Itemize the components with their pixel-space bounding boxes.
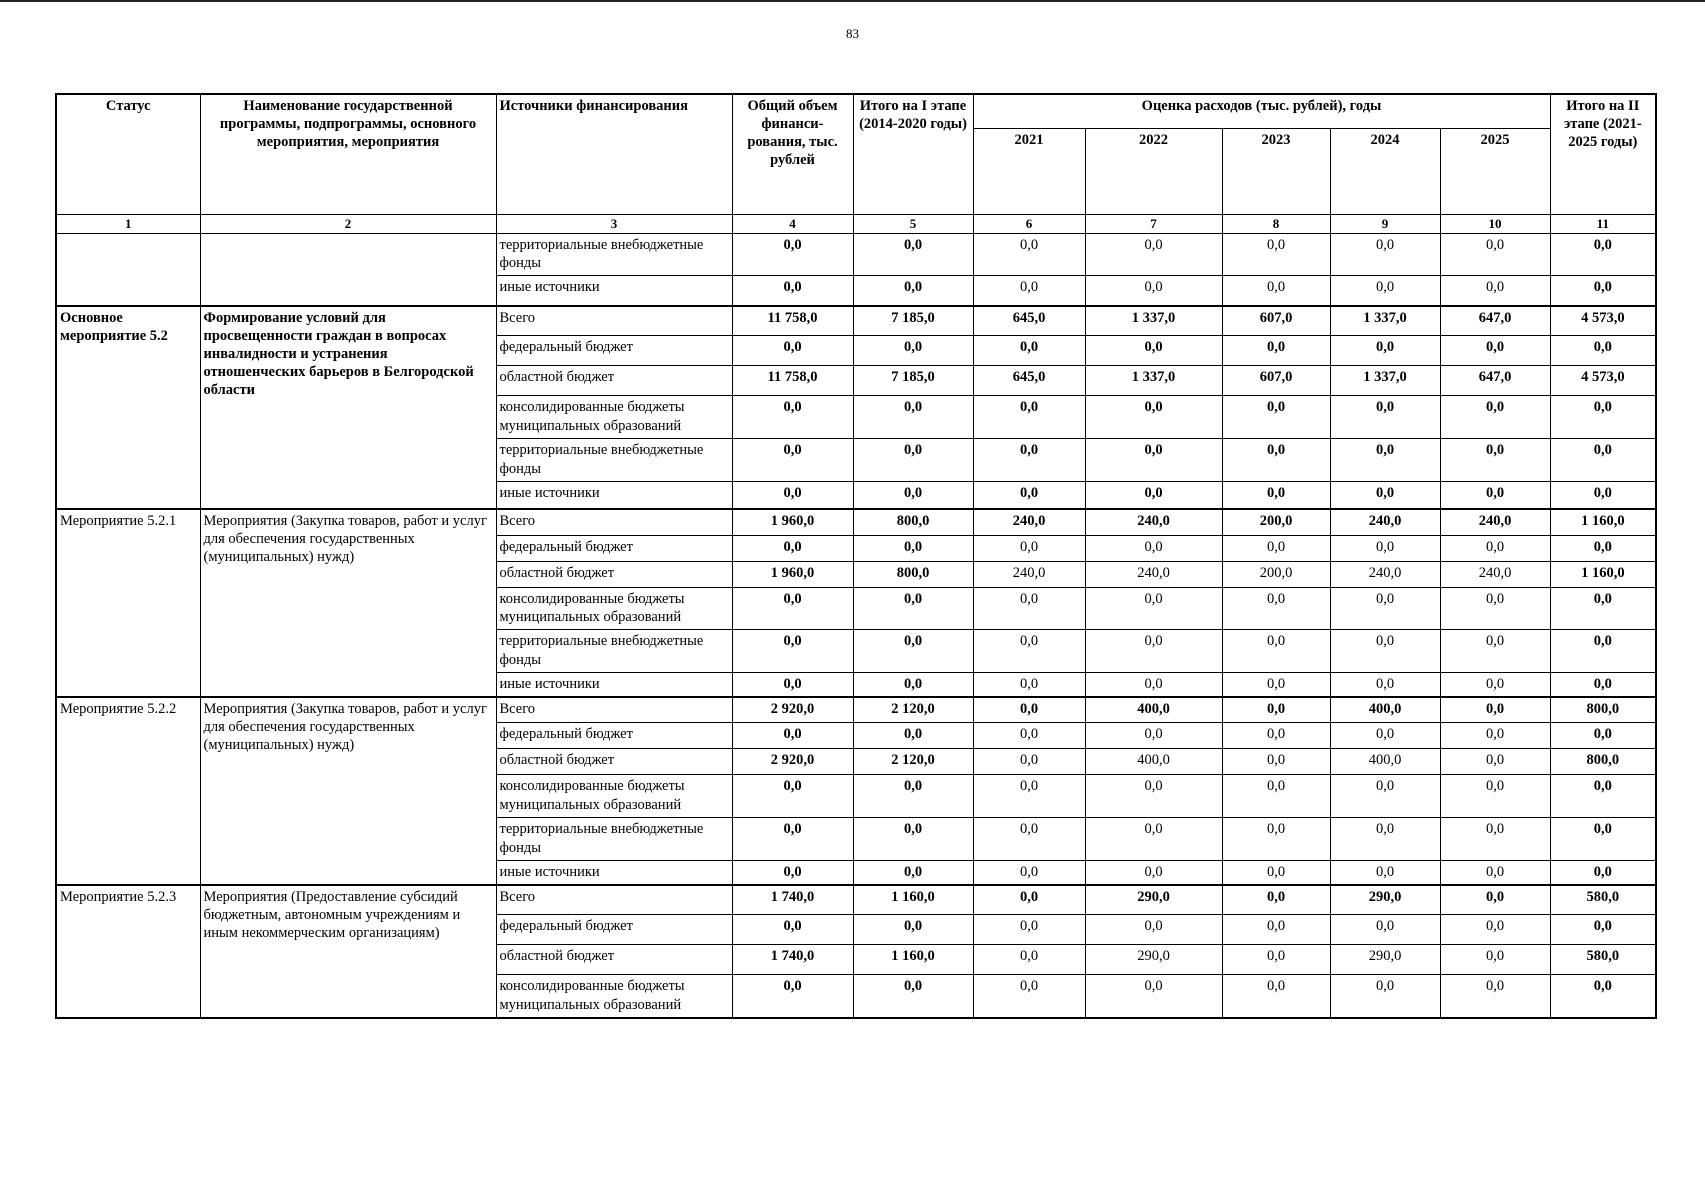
year-value-cell: 200,0 xyxy=(1222,509,1330,535)
year-value-cell: 0,0 xyxy=(973,915,1085,945)
year-value-cell: 0,0 xyxy=(973,885,1085,915)
table-row xyxy=(56,233,1656,276)
year-value-cell: 400,0 xyxy=(1085,697,1222,723)
col-number: 7 xyxy=(1085,214,1222,233)
year-value-cell: 0,0 xyxy=(1330,438,1440,481)
year-value-cell: 0,0 xyxy=(1440,860,1550,884)
stage2-cell: 0,0 xyxy=(1550,481,1656,509)
total-cell: 0,0 xyxy=(732,723,853,749)
year-value-cell: 645,0 xyxy=(973,366,1085,396)
year-value-cell: 607,0 xyxy=(1222,366,1330,396)
year-value-cell: 290,0 xyxy=(1085,885,1222,915)
stage2-cell: 0,0 xyxy=(1550,630,1656,673)
header-name: Наименование государственной программы, подпрограммы, основного мероприятия, мероприятия xyxy=(200,94,496,214)
year-value-cell: 0,0 xyxy=(1085,630,1222,673)
stage1-cell: 0,0 xyxy=(853,915,973,945)
year-value-cell: 0,0 xyxy=(1440,697,1550,723)
table-header xyxy=(56,94,1656,233)
col-number: 11 xyxy=(1550,214,1656,233)
source-cell: федеральный бюджет xyxy=(496,915,732,945)
header-stage1: Итого на I этапе (2014-2020 годы) xyxy=(853,94,973,214)
stage2-cell: 0,0 xyxy=(1550,438,1656,481)
year-value-cell: 0,0 xyxy=(1440,535,1550,561)
year-value-cell: 0,0 xyxy=(973,276,1085,306)
year-value-cell: 0,0 xyxy=(1085,672,1222,696)
col-number: 9 xyxy=(1330,214,1440,233)
year-value-cell: 0,0 xyxy=(973,975,1085,1018)
program-name-cell: Мероприятия (Закупка товаров, работ и услуг для обеспечения государственных (муниципальных) нужд) xyxy=(200,697,496,885)
year-value-cell: 0,0 xyxy=(1330,817,1440,860)
status-cell: Мероприятие 5.2.2 xyxy=(56,697,200,885)
total-cell: 1 740,0 xyxy=(732,885,853,915)
year-value-cell: 400,0 xyxy=(1330,749,1440,775)
year-value-cell: 0,0 xyxy=(1222,817,1330,860)
year-value-cell: 240,0 xyxy=(1330,509,1440,535)
year-value-cell: 647,0 xyxy=(1440,366,1550,396)
col-number: 5 xyxy=(853,214,973,233)
total-cell: 1 960,0 xyxy=(732,561,853,587)
header-year: 2022 xyxy=(1085,128,1222,214)
year-value-cell: 0,0 xyxy=(973,749,1085,775)
total-cell: 1 740,0 xyxy=(732,945,853,975)
status-cell xyxy=(56,233,200,306)
stage2-cell: 0,0 xyxy=(1550,587,1656,630)
year-value-cell: 0,0 xyxy=(1440,672,1550,696)
year-value-cell: 0,0 xyxy=(973,535,1085,561)
stage1-cell: 0,0 xyxy=(853,817,973,860)
status-cell: Мероприятие 5.2.1 xyxy=(56,509,200,697)
stage2-cell: 0,0 xyxy=(1550,396,1656,439)
year-value-cell: 0,0 xyxy=(1330,396,1440,439)
top-rule xyxy=(0,0,1705,2)
total-cell: 0,0 xyxy=(732,860,853,884)
stage2-cell: 4 573,0 xyxy=(1550,366,1656,396)
header-sources: Источники финансирования xyxy=(496,94,732,214)
total-cell: 2 920,0 xyxy=(732,697,853,723)
year-value-cell: 0,0 xyxy=(1085,817,1222,860)
status-cell: Основное мероприятие 5.2 xyxy=(56,306,200,509)
year-value-cell: 0,0 xyxy=(1222,697,1330,723)
source-cell: областной бюджет xyxy=(496,945,732,975)
header-estimate: Оценка расходов (тыс. рублей), годы xyxy=(973,94,1550,128)
year-value-cell: 0,0 xyxy=(973,817,1085,860)
stage1-cell: 2 120,0 xyxy=(853,697,973,723)
year-value-cell: 0,0 xyxy=(1330,336,1440,366)
year-value-cell: 0,0 xyxy=(1330,233,1440,276)
year-value-cell: 0,0 xyxy=(1440,630,1550,673)
year-value-cell: 0,0 xyxy=(1222,915,1330,945)
stage1-cell: 0,0 xyxy=(853,775,973,818)
status-cell: Мероприятие 5.2.3 xyxy=(56,885,200,1018)
program-name-cell: Мероприятия (Закупка товаров, работ и услуг для обеспечения государственных (муниципальных) нужд) xyxy=(200,509,496,697)
source-cell: иные источники xyxy=(496,860,732,884)
stage1-cell: 0,0 xyxy=(853,860,973,884)
source-cell: Всего xyxy=(496,509,732,535)
year-value-cell: 290,0 xyxy=(1085,945,1222,975)
total-cell: 0,0 xyxy=(732,817,853,860)
stage2-cell: 580,0 xyxy=(1550,945,1656,975)
year-value-cell: 0,0 xyxy=(1330,276,1440,306)
stage1-cell: 800,0 xyxy=(853,509,973,535)
stage1-cell: 2 120,0 xyxy=(853,749,973,775)
header-total: Общий объем финанси-рования, тыс. рублей xyxy=(732,94,853,214)
year-value-cell: 0,0 xyxy=(1085,396,1222,439)
year-value-cell: 240,0 xyxy=(1085,561,1222,587)
year-value-cell: 400,0 xyxy=(1330,697,1440,723)
year-value-cell: 0,0 xyxy=(1440,723,1550,749)
program-name-cell: Мероприятия (Предоставление субсидий бюджетным, автономным учреждениям и иным некоммерческим организациям) xyxy=(200,885,496,1018)
header-status: Статус xyxy=(56,94,200,214)
total-cell: 0,0 xyxy=(732,630,853,673)
table-body xyxy=(56,233,1656,1018)
year-value-cell: 645,0 xyxy=(973,306,1085,336)
year-value-cell: 240,0 xyxy=(1440,561,1550,587)
year-value-cell: 0,0 xyxy=(1222,672,1330,696)
stage1-cell: 0,0 xyxy=(853,535,973,561)
year-value-cell: 0,0 xyxy=(1330,723,1440,749)
source-cell: иные источники xyxy=(496,276,732,306)
table-row xyxy=(56,306,1656,336)
year-value-cell: 400,0 xyxy=(1085,749,1222,775)
year-value-cell: 0,0 xyxy=(1222,975,1330,1018)
year-value-cell: 200,0 xyxy=(1222,561,1330,587)
stage1-cell: 0,0 xyxy=(853,276,973,306)
total-cell: 0,0 xyxy=(732,915,853,945)
year-value-cell: 0,0 xyxy=(973,336,1085,366)
col-number: 2 xyxy=(200,214,496,233)
source-cell: областной бюджет xyxy=(496,749,732,775)
year-value-cell: 0,0 xyxy=(973,697,1085,723)
stage1-cell: 0,0 xyxy=(853,396,973,439)
stage2-cell: 0,0 xyxy=(1550,723,1656,749)
year-value-cell: 0,0 xyxy=(1085,915,1222,945)
year-value-cell: 0,0 xyxy=(1330,630,1440,673)
stage2-cell: 0,0 xyxy=(1550,336,1656,366)
year-value-cell: 0,0 xyxy=(1222,860,1330,884)
stage2-cell: 0,0 xyxy=(1550,233,1656,276)
year-value-cell: 290,0 xyxy=(1330,885,1440,915)
year-value-cell: 240,0 xyxy=(1085,509,1222,535)
year-value-cell: 0,0 xyxy=(1330,672,1440,696)
source-cell: иные источники xyxy=(496,481,732,509)
year-value-cell: 0,0 xyxy=(1330,860,1440,884)
stage1-cell: 7 185,0 xyxy=(853,366,973,396)
source-cell: территориальные внебюджетные фонды xyxy=(496,438,732,481)
source-cell: федеральный бюджет xyxy=(496,723,732,749)
total-cell: 11 758,0 xyxy=(732,366,853,396)
stage2-cell: 1 160,0 xyxy=(1550,509,1656,535)
total-cell: 0,0 xyxy=(732,672,853,696)
year-value-cell: 0,0 xyxy=(1330,535,1440,561)
year-value-cell: 0,0 xyxy=(1222,481,1330,509)
year-value-cell: 0,0 xyxy=(1440,975,1550,1018)
year-value-cell: 0,0 xyxy=(1330,975,1440,1018)
stage2-cell: 0,0 xyxy=(1550,860,1656,884)
table-row xyxy=(56,697,1656,723)
year-value-cell: 0,0 xyxy=(1440,817,1550,860)
year-value-cell: 0,0 xyxy=(1085,775,1222,818)
year-value-cell: 1 337,0 xyxy=(1330,366,1440,396)
year-value-cell: 0,0 xyxy=(1222,535,1330,561)
year-value-cell: 1 337,0 xyxy=(1085,366,1222,396)
source-cell: областной бюджет xyxy=(496,366,732,396)
year-value-cell: 0,0 xyxy=(973,860,1085,884)
year-value-cell: 0,0 xyxy=(973,945,1085,975)
year-value-cell: 0,0 xyxy=(1440,775,1550,818)
total-cell: 0,0 xyxy=(732,396,853,439)
year-value-cell: 0,0 xyxy=(1222,396,1330,439)
year-value-cell: 0,0 xyxy=(1222,945,1330,975)
year-value-cell: 0,0 xyxy=(973,775,1085,818)
col-number: 3 xyxy=(496,214,732,233)
year-value-cell: 0,0 xyxy=(1085,276,1222,306)
year-value-cell: 0,0 xyxy=(1085,587,1222,630)
source-cell: областной бюджет xyxy=(496,561,732,587)
col-number: 1 xyxy=(56,214,200,233)
total-cell: 0,0 xyxy=(732,276,853,306)
year-value-cell: 0,0 xyxy=(973,233,1085,276)
year-value-cell: 0,0 xyxy=(1440,587,1550,630)
header-year: 2025 xyxy=(1440,128,1550,214)
stage1-cell: 0,0 xyxy=(853,587,973,630)
col-number: 6 xyxy=(973,214,1085,233)
source-cell: консолидированные бюджеты муниципальных образований xyxy=(496,396,732,439)
col-number: 4 xyxy=(732,214,853,233)
total-cell: 1 960,0 xyxy=(732,509,853,535)
source-cell: территориальные внебюджетные фонды xyxy=(496,630,732,673)
total-cell: 0,0 xyxy=(732,535,853,561)
stage2-cell: 0,0 xyxy=(1550,535,1656,561)
stage1-cell: 0,0 xyxy=(853,975,973,1018)
stage2-cell: 800,0 xyxy=(1550,697,1656,723)
year-value-cell: 0,0 xyxy=(973,723,1085,749)
year-value-cell: 0,0 xyxy=(1085,860,1222,884)
stage2-cell: 580,0 xyxy=(1550,885,1656,915)
source-cell: федеральный бюджет xyxy=(496,336,732,366)
year-value-cell: 240,0 xyxy=(1330,561,1440,587)
year-value-cell: 0,0 xyxy=(1440,336,1550,366)
stage2-cell: 0,0 xyxy=(1550,817,1656,860)
year-value-cell: 0,0 xyxy=(1440,276,1550,306)
year-value-cell: 0,0 xyxy=(1222,885,1330,915)
year-value-cell: 0,0 xyxy=(973,438,1085,481)
year-value-cell: 0,0 xyxy=(1222,630,1330,673)
source-cell: территориальные внебюджетные фонды xyxy=(496,233,732,276)
year-value-cell: 0,0 xyxy=(1222,233,1330,276)
stage1-cell: 1 160,0 xyxy=(853,885,973,915)
stage2-cell: 0,0 xyxy=(1550,975,1656,1018)
total-cell: 0,0 xyxy=(732,438,853,481)
year-value-cell: 0,0 xyxy=(1330,775,1440,818)
year-value-cell: 0,0 xyxy=(1440,396,1550,439)
header-year: 2023 xyxy=(1222,128,1330,214)
year-value-cell: 0,0 xyxy=(1440,233,1550,276)
stage1-cell: 7 185,0 xyxy=(853,306,973,336)
year-value-cell: 0,0 xyxy=(1330,915,1440,945)
stage2-cell: 4 573,0 xyxy=(1550,306,1656,336)
year-value-cell: 0,0 xyxy=(973,587,1085,630)
year-value-cell: 0,0 xyxy=(1440,945,1550,975)
stage2-cell: 0,0 xyxy=(1550,775,1656,818)
year-value-cell: 0,0 xyxy=(973,672,1085,696)
year-value-cell: 240,0 xyxy=(973,561,1085,587)
source-cell: Всего xyxy=(496,306,732,336)
year-value-cell: 0,0 xyxy=(1440,438,1550,481)
page-number: 83 xyxy=(846,26,859,41)
total-cell: 0,0 xyxy=(732,481,853,509)
table-row xyxy=(56,509,1656,535)
stage2-cell: 1 160,0 xyxy=(1550,561,1656,587)
stage1-cell: 800,0 xyxy=(853,561,973,587)
total-cell: 0,0 xyxy=(732,233,853,276)
source-cell: консолидированные бюджеты муниципальных образований xyxy=(496,587,732,630)
program-name-cell xyxy=(200,233,496,306)
year-value-cell: 607,0 xyxy=(1222,306,1330,336)
source-cell: Всего xyxy=(496,697,732,723)
year-value-cell: 0,0 xyxy=(1440,481,1550,509)
total-cell: 0,0 xyxy=(732,975,853,1018)
year-value-cell: 1 337,0 xyxy=(1085,306,1222,336)
year-value-cell: 0,0 xyxy=(1330,587,1440,630)
year-value-cell: 0,0 xyxy=(1222,749,1330,775)
year-value-cell: 0,0 xyxy=(1222,587,1330,630)
source-cell: консолидированные бюджеты муниципальных образований xyxy=(496,775,732,818)
stage2-cell: 0,0 xyxy=(1550,915,1656,945)
stage1-cell: 0,0 xyxy=(853,233,973,276)
year-value-cell: 290,0 xyxy=(1330,945,1440,975)
budget-table xyxy=(55,93,1657,1019)
year-value-cell: 0,0 xyxy=(973,481,1085,509)
header-year: 2021 xyxy=(973,128,1085,214)
year-value-cell: 0,0 xyxy=(1330,481,1440,509)
source-cell: иные источники xyxy=(496,672,732,696)
year-value-cell: 0,0 xyxy=(1085,233,1222,276)
year-value-cell: 0,0 xyxy=(1440,915,1550,945)
year-value-cell: 0,0 xyxy=(973,630,1085,673)
stage1-cell: 0,0 xyxy=(853,672,973,696)
source-cell: федеральный бюджет xyxy=(496,535,732,561)
stage2-cell: 0,0 xyxy=(1550,672,1656,696)
year-value-cell: 0,0 xyxy=(1222,723,1330,749)
total-cell: 11 758,0 xyxy=(732,306,853,336)
year-value-cell: 240,0 xyxy=(1440,509,1550,535)
table-row xyxy=(56,885,1656,915)
year-value-cell: 0,0 xyxy=(1222,276,1330,306)
stage1-cell: 0,0 xyxy=(853,336,973,366)
year-value-cell: 0,0 xyxy=(1440,749,1550,775)
col-number: 8 xyxy=(1222,214,1330,233)
source-cell: территориальные внебюджетные фонды xyxy=(496,817,732,860)
source-cell: консолидированные бюджеты муниципальных образований xyxy=(496,975,732,1018)
year-value-cell: 0,0 xyxy=(1222,336,1330,366)
year-value-cell: 0,0 xyxy=(1222,775,1330,818)
year-value-cell: 240,0 xyxy=(973,509,1085,535)
year-value-cell: 0,0 xyxy=(973,396,1085,439)
year-value-cell: 0,0 xyxy=(1085,535,1222,561)
year-value-cell: 0,0 xyxy=(1222,438,1330,481)
stage2-cell: 800,0 xyxy=(1550,749,1656,775)
col-number: 10 xyxy=(1440,214,1550,233)
stage1-cell: 1 160,0 xyxy=(853,945,973,975)
year-value-cell: 647,0 xyxy=(1440,306,1550,336)
total-cell: 2 920,0 xyxy=(732,749,853,775)
stage1-cell: 0,0 xyxy=(853,723,973,749)
year-value-cell: 0,0 xyxy=(1085,481,1222,509)
total-cell: 0,0 xyxy=(732,587,853,630)
source-cell: Всего xyxy=(496,885,732,915)
stage1-cell: 0,0 xyxy=(853,630,973,673)
total-cell: 0,0 xyxy=(732,336,853,366)
year-value-cell: 0,0 xyxy=(1085,336,1222,366)
year-value-cell: 0,0 xyxy=(1440,885,1550,915)
stage1-cell: 0,0 xyxy=(853,481,973,509)
header-year: 2024 xyxy=(1330,128,1440,214)
year-value-cell: 0,0 xyxy=(1085,438,1222,481)
total-cell: 0,0 xyxy=(732,775,853,818)
header-stage2: Итого на II этапе (2021-2025 годы) xyxy=(1550,94,1656,214)
year-value-cell: 1 337,0 xyxy=(1330,306,1440,336)
stage2-cell: 0,0 xyxy=(1550,276,1656,306)
year-value-cell: 0,0 xyxy=(1085,975,1222,1018)
year-value-cell: 0,0 xyxy=(1085,723,1222,749)
stage1-cell: 0,0 xyxy=(853,438,973,481)
program-name-cell: Формирование условий для просвещенности граждан в вопросах инвалидности и устранения отношенческих барьеров в Белгородской области xyxy=(200,306,496,509)
